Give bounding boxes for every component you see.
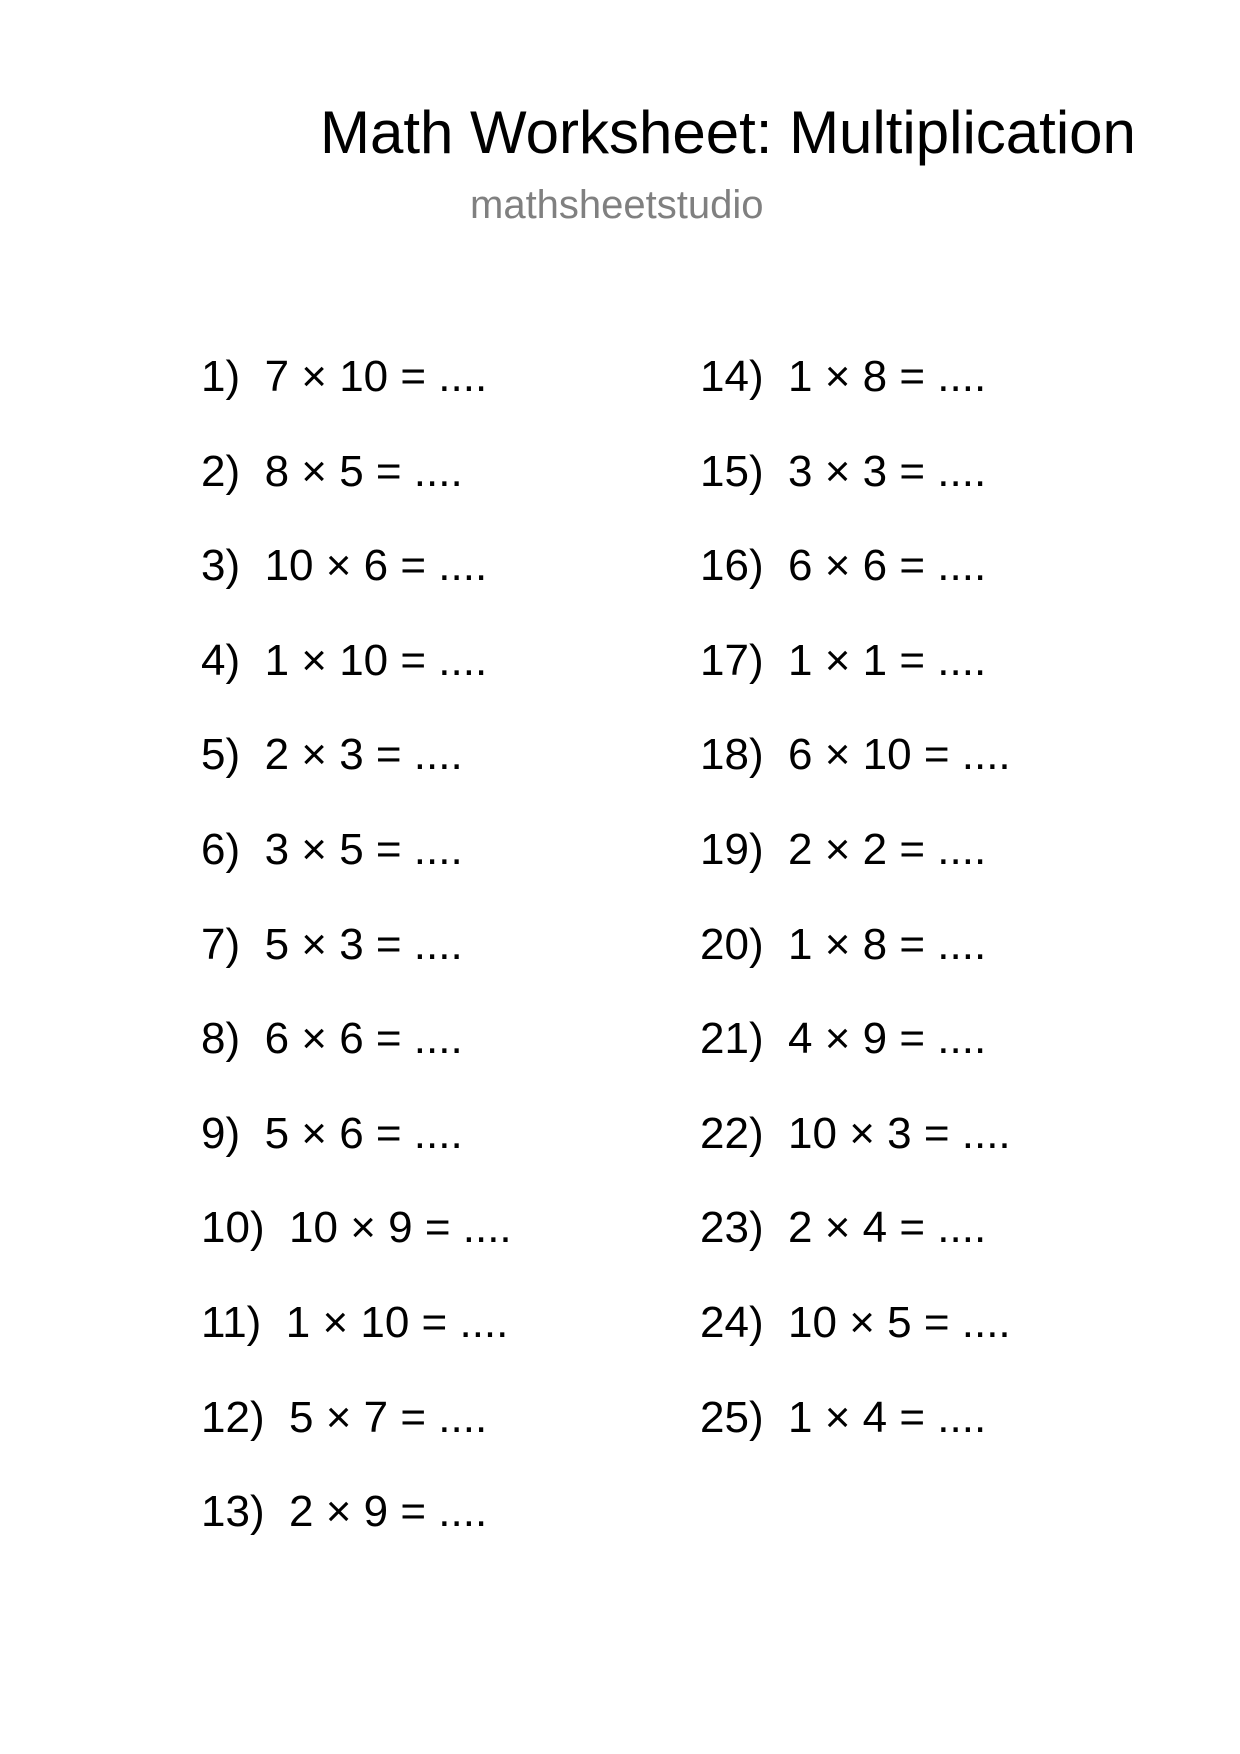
problem-item: 14) 1 × 8 = .... bbox=[700, 352, 987, 401]
problem-item: 4) 1 × 10 = .... bbox=[201, 635, 488, 685]
problem-item: 12) 5 × 7 = .... bbox=[201, 1392, 488, 1442]
problem-item: 20) 1 × 8 = .... bbox=[700, 919, 987, 969]
problem-item: 5) 2 × 3 = .... bbox=[201, 730, 463, 780]
problem-item: 11) 1 × 10 = .... bbox=[201, 1297, 509, 1347]
problem-item: 13) 2 × 9 = .... bbox=[201, 1487, 488, 1537]
problem-item: 9) 5 × 6 = .... bbox=[201, 1108, 463, 1158]
problems-left-column bbox=[201, 352, 512, 1582]
problem-item: 19) 2 × 2 = .... bbox=[700, 824, 987, 874]
problem-item: 25) 1 × 4 = .... bbox=[700, 1392, 987, 1442]
problem-item: 1) 7 × 10 = .... bbox=[201, 352, 488, 401]
worksheet-subtitle: mathsheetstudio bbox=[470, 183, 764, 227]
problem-item: 17) 1 × 1 = .... bbox=[700, 635, 987, 685]
problem-item: 3) 10 × 6 = .... bbox=[201, 541, 488, 591]
problem-item: 24) 10 × 5 = .... bbox=[700, 1297, 1011, 1347]
problems-right-column bbox=[700, 352, 1011, 1487]
problem-item: 16) 6 × 6 = .... bbox=[700, 541, 987, 591]
worksheet-title: Math Worksheet: Multiplication bbox=[320, 99, 1136, 166]
problem-item: 15) 3 × 3 = .... bbox=[700, 446, 987, 496]
problem-item: 18) 6 × 10 = .... bbox=[700, 730, 1011, 780]
problem-item: 7) 5 × 3 = .... bbox=[201, 919, 463, 969]
problem-item: 10) 10 × 9 = .... bbox=[201, 1203, 512, 1253]
problem-item: 8) 6 × 6 = .... bbox=[201, 1014, 463, 1064]
problem-item: 2) 8 × 5 = .... bbox=[201, 446, 463, 496]
problem-item: 6) 3 × 5 = .... bbox=[201, 824, 463, 874]
problem-item: 23) 2 × 4 = .... bbox=[700, 1203, 987, 1253]
problem-item: 21) 4 × 9 = .... bbox=[700, 1014, 987, 1064]
problem-item: 22) 10 × 3 = .... bbox=[700, 1108, 1011, 1158]
